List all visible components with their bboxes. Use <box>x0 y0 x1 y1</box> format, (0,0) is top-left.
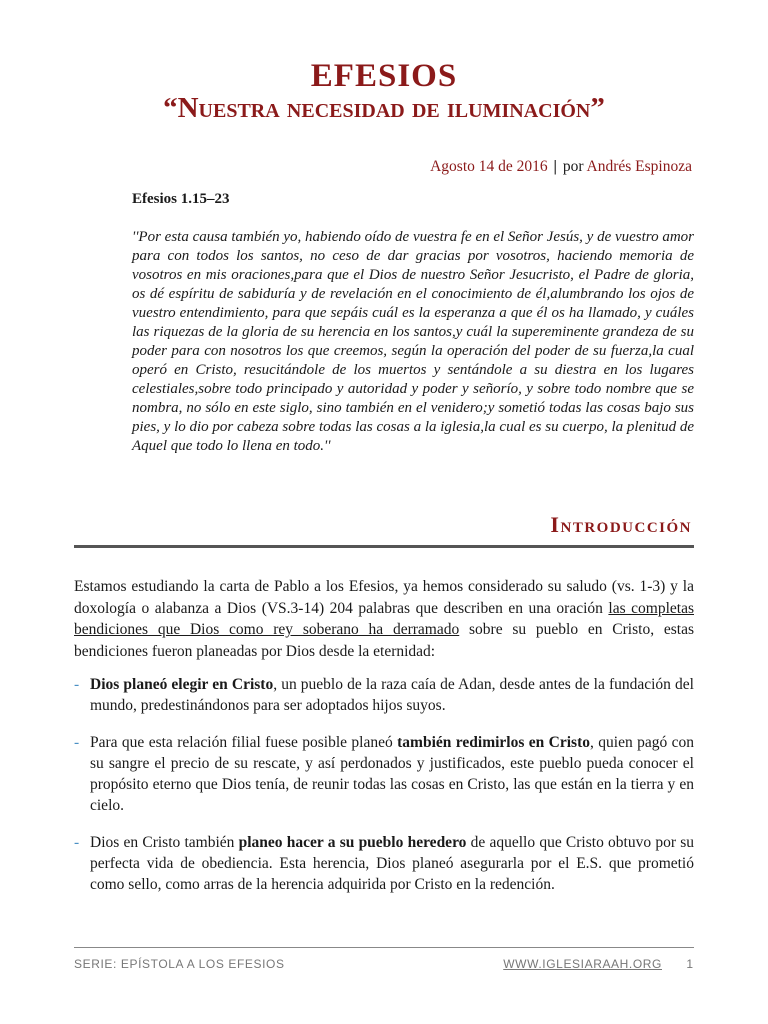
document-title: EFESIOS <box>310 58 458 94</box>
bullet-bold-text: también redimirlos en Cristo <box>397 734 590 751</box>
list-item <box>74 832 694 895</box>
bullet-text-after: de aquello que Cristo obtuvo por su perfecta vida de obediencia. Esta herencia, Dios planeó asegurarla por el E.S. que prometió como sello, como arras de la herencia adquirida por Cristo en la redención. <box>90 834 694 893</box>
bullet-text-before: Para que esta relación filial fuese posible planeó <box>90 734 398 751</box>
dash-bullet-icon: - <box>74 834 80 851</box>
byline <box>430 157 692 177</box>
byline-by: por <box>562 158 584 175</box>
section-divider <box>74 545 694 548</box>
list-item <box>74 732 694 816</box>
footer-series: SERIE: EPÍSTOLA A LOS EFESIOS <box>74 957 285 971</box>
section-heading: Introducción <box>550 512 692 537</box>
footer-website-link[interactable]: WWW.IGLESIARAAH.ORG <box>503 957 662 971</box>
bullet-list <box>74 674 694 911</box>
dash-bullet-icon: - <box>74 734 80 751</box>
intro-paragraph <box>74 576 694 662</box>
bullet-text-after: , un pueblo de la raza caía de Adan, desde antes de la fundación del mundo, predestinándonos para ser adoptados hijos suyos. <box>90 676 694 714</box>
intro-underlined-text: las completas bendiciones que Dios como rey soberano ha derramado <box>74 599 694 638</box>
scripture-reference: Efesios 1.15–23 <box>132 191 230 207</box>
intro-text-end: sobre su pueblo en Cristo, estas bendiciones fueron planeadas por Dios desde la eternidad: <box>74 621 694 660</box>
list-item <box>74 674 694 716</box>
page-number: 1 <box>686 957 693 971</box>
intro-text-start: Estamos estudiando la carta de Pablo a los Efesios, ya hemos considerado su saludo (vs. 1-3) y la doxología o alabanza a Dios (VS.3-14) 204 palabras que describen en una oración <box>74 578 694 617</box>
bullet-bold-text: Dios planeó elegir en Cristo <box>90 676 274 693</box>
scripture-quote: ''Por esta causa también yo, habiendo oído de vuestra fe en el Señor Jesús, y de vuestro amor para con todos los santos, no ceso de dar gracias por vosotros, haciendo memoria de vosotros en mis oraciones,para que el Dios de nuestro Señor Jesucristo, el Padre de gloria, os dé espíritu de sabiduría y de revelación en el conocimiento de él,alumbrando los ojos de vuestro entendimiento, para que sepáis cuál es la esperanza a que él os ha llamado, y cuáles las riquezas de la gloria de su herencia en los santos,y cuál la supereminente grandeza de su poder para con nosotros los que creemos, según la operación del poder de su fuerza,la cual operó en Cristo, resucitándole de los muertos y sentándole a su diestra en los lugares celestiales,sobre todo principado y autoridad y poder y señorío, y sobre todo nombre que se nombra, no sólo en este siglo, sino también en el venidero;y sometió todas las cosas bajo sus pies, y lo dio por cabeza sobre todas las cosas a la iglesia,la cual es su cuerpo, la plenitud de Aquel que todo lo llena en todo.'' <box>132 229 694 454</box>
bullet-bold-text: planeo hacer a su pueblo heredero <box>238 834 467 851</box>
bullet-text-after: , quien pagó con su sangre el precio de su rescate, y así perdonados y justificados, este pueblo pueda conocer el propósito eterno que Dios tenía, de reunir todas las cosas en Cristo, las que están en la tierra y en cielo. <box>90 734 694 814</box>
byline-author: Andrés Espinoza <box>586 158 692 175</box>
byline-separator: | <box>553 158 557 175</box>
footer-divider <box>74 947 694 948</box>
bullet-text-before: Dios en Cristo también <box>90 834 239 851</box>
document-subtitle: “Nuestra necesidad de iluminación” <box>163 92 605 124</box>
byline-date: Agosto 14 de 2016 <box>430 158 548 175</box>
dash-bullet-icon: - <box>74 676 80 693</box>
